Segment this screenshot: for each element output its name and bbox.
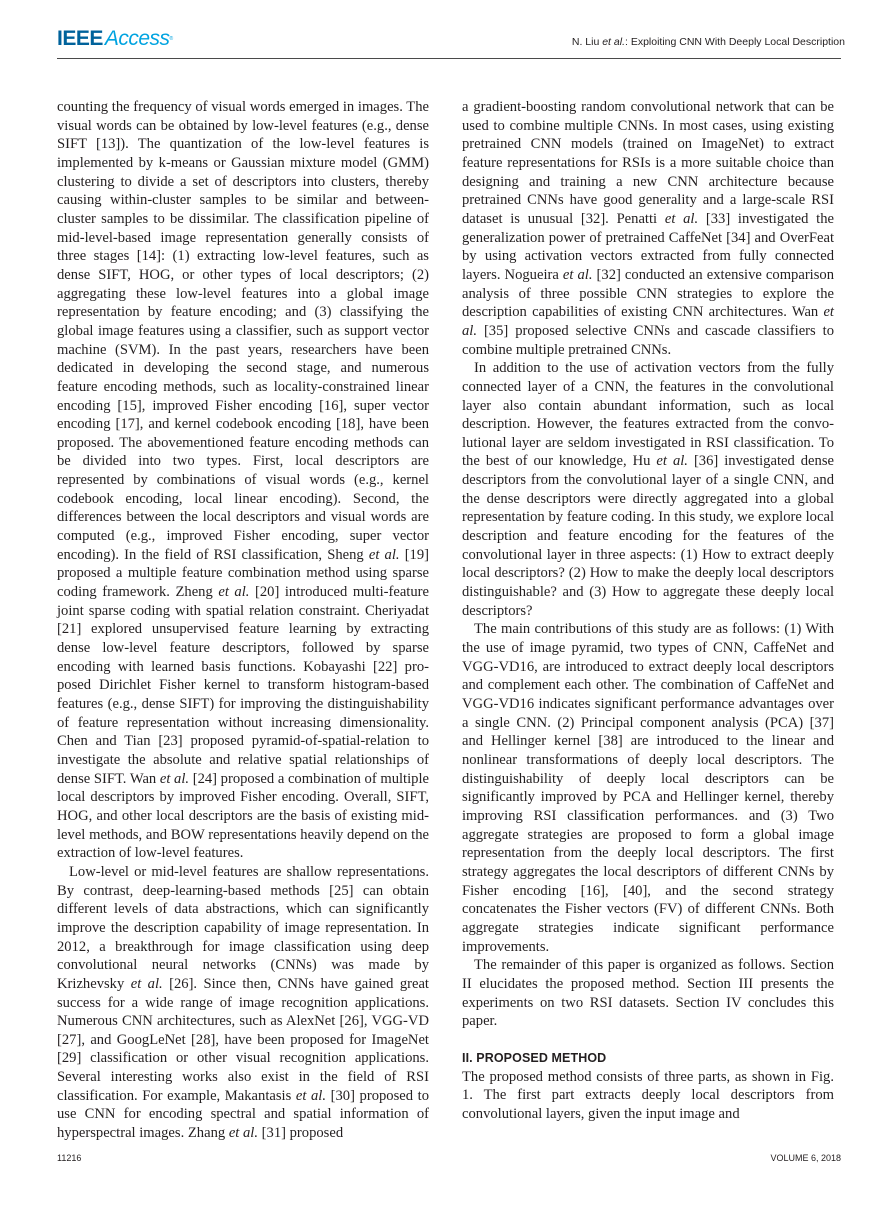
italic-etal: et al. [295, 1087, 327, 1104]
right-column [462, 98, 834, 1124]
text-run: [36] investigated dense descriptors from the convolutional layer of a single CNN, and the dense descriptors were directly aggregated into a global representation by feature coding. In this study, we explore local description and feature encoding for the features of the convolutional layer in three aspects: (1) How to extract deeply local descriptors? (2) How to make the deeply local descriptors distinguishable? and (3) How to aggregate these deeply local descriptors? [462, 453, 834, 619]
text-run: [31] proposed [258, 1125, 344, 1142]
left-column [57, 98, 429, 1143]
text-run: [35] proposed selective CNNs and cascade classifiers to combine multiple pretrained CNNs. [462, 322, 834, 358]
paragraph [462, 359, 834, 620]
text-run: a gradient-boosting random convolutional network that can be used to combine multiple CNNs. In most cases, using existing pretrained CNN models (trained on ImageNet) to extract feature representations for RSIs is a more suitable choice than designing and training a new CNN architecture because pretrained CNNs have good generality and a large-scale RSI dataset is unusual [32]. Penatti [462, 99, 834, 227]
text-run: Low-level or mid-level features are shallow representations. By contrast, deep-learning-based methods [25] can obtain different levels of data abstractions, which can significantly improve the description capability of image representation. In 2012, a breakthrough for image classification using deep convolutional neural networks (CNNs) was made by Krizhevsky [57, 863, 429, 992]
italic-etal: et al. [218, 584, 250, 601]
italic-etal: et al. [656, 453, 688, 470]
italic-etal: et al. [368, 546, 400, 563]
text-run: [26]. Since then, CNNs have gained great success for a wide range of image recognition applications. Numerous CNN architectures, such as AlexNet [26], VGG-VD [27], and GoogLeNet [28], have been proposed for ImageNet [29] classification or other visual recognition applications. Several interesting works also exist in the field of RSI classification. For example, Makantasis [57, 975, 429, 1104]
page-number: 11216 [57, 1153, 82, 1163]
volume-label: VOLUME 6, 2018 [770, 1153, 841, 1163]
paragraph [462, 620, 834, 956]
text-run: The remainder of this paper is organized as follows. Section II elucidates the proposed method. Section III presents the experiments on two RSI datasets. Section IV concludes this paper. [462, 957, 834, 1030]
section-heading: II. PROPOSED METHOD [462, 1050, 607, 1065]
logo-trademark: ® [169, 36, 174, 42]
italic-etal: et al. [462, 304, 834, 339]
text-run: [19] proposed a multiple feature combination method using sparse coding framework. Zheng [57, 546, 430, 601]
section-paragraph: The proposed method consists of three parts, as shown in Fig. 1. The first part extracts deeply local descriptors from convolutional layers, given the input image and [462, 1068, 834, 1123]
text-run: The main contributions of this study are as follows: (1) With the use of image pyramid, two types of CNN, CaffeNet and VGG-VD16, are introduced to extract deeply local descriptors and complement each other. The combination of CaffeNet and VGG-VD16 indicates significant performance advantages over a single CNN. (2) Principal component analysis (PCA) [37] and Hellinger kernel [38] are introduced to the linear and nonlinear transformations of deeply local descriptors. The distinguishability of deeply local descriptors can be significantly improved by PCA and Hellinger kernel, thereby improving RSI classification performances. and (3) Two aggregate strategies are proposed to form a global image representation from the deeply local descriptors. The first strategy aggregates the local descriptors of different CNNs by Fisher encoding [16], [40], and the second strategy concatenates the Fisher vectors (FV) of different CNNs. Both aggregate strategies indicate significant performance improvements. [462, 621, 834, 955]
running-head [572, 36, 845, 48]
text-run: In addition to the use of activation vectors from the fully connected layer of a CNN, the features in the convolutional layer also contain abundant information, such as local description. However, the features extracted from the convolutional layer are seldom investigated in RSI classification. To the best of our knowledge, Hu [462, 360, 834, 470]
text-run: counting the frequency of visual words emerged in images. The visual words can be obtained by low-level features (e.g., dense SIFT [13]). The quantization of the low-level features is implemented by k-means or Gaussian mixture model (GMM) clustering to divide a set of descriptors into clusters, thereby causing within-cluster samples to be similar and between-cluster samples to be dissimilar. The classification pipeline of mid-level-based image representation generally consists of three stages [14]: (1) extracting low-level features, such as dense SIFT, HOG, or other types of local descriptors; (2) aggregating these low-level features into a global image representation by feature encoding; and (3) classifying the global image features using a classifier, such as support vector machine (SVM). In the past years, researchers have been dedicated in developing the second stage, and numerous feature encoding methods, such as locality-constrained linear encoding [15], improved Fisher encoding [16], super vector encoding [17], and kernel codebook encoding [18], have been proposed. The abovementioned feature encoding methods can be divided into two types. First, local descriptors are represented by combinations of visual words (e.g., kernel codebook encoding, local linear encoding). Second, the differences between the local descriptors and visual words are computed (e.g., improved Fisher encoding, super vector encoding). In the field of RSI classification, Sheng [57, 99, 429, 563]
running-head-author: N. Liu [571, 36, 603, 48]
text-run: [24] proposed a combination of multiple local descriptors by improved Fisher encoding. Overall, SIFT, HOG, and other local descriptors are the basis of existing mid-level methods, and BOW representations heavily depend on the extraction of low-level features. [57, 770, 429, 862]
italic-etal: et al. [562, 266, 593, 283]
logo-ieee: IEEE [57, 27, 103, 50]
logo-access: Access [104, 27, 170, 50]
italic-etal: et al. [130, 975, 163, 992]
italic-etal: et al. [664, 210, 699, 227]
running-head-etal: et al. [602, 36, 625, 48]
paragraph [462, 956, 834, 1031]
journal-logo [57, 28, 173, 50]
text-run: [32] conducted an extensive comparison analysis of three possible CNN strategies to explore the description capabilities of existing CNN architectures. Wan [462, 266, 835, 321]
paragraph [57, 98, 429, 863]
italic-etal: et al. [159, 770, 190, 787]
paragraph [462, 98, 834, 359]
text-run: [33] investigated the generalization power of pretrained CaffeNet [34] and OverFeat by using activation vectors extracted from fully connected layers. Nogueira [462, 210, 835, 283]
running-head-title: : Exploiting CNN With Deeply Local Description [624, 36, 845, 48]
text-run: [20] introduced multi-feature joint sparse coding with spatial relation constraint. Cheriyadat [21] explored unsupervised feature learning by extracting dense low-level feature descriptors, followed by sparse encoding with learned basis functions. Kobayashi [22] proposed Dirichlet Fisher kernel to transform histogram-based features (e.g., dense SIFT) for improving the distinguishability of feature representation without increasing dimensionality. Chen and Tian [23] proposed pyramid-of-spatial-relation to investigate the absolute and relative spatial relationships of dense SIFT. Wan [57, 584, 429, 787]
italic-etal: et al. [228, 1125, 259, 1142]
text-run: [30] proposed to use CNN for encoding spectral and spatial information of hyperspectral images. Zhang [57, 1087, 429, 1142]
paragraph [57, 863, 429, 1143]
page-header [57, 0, 845, 59]
